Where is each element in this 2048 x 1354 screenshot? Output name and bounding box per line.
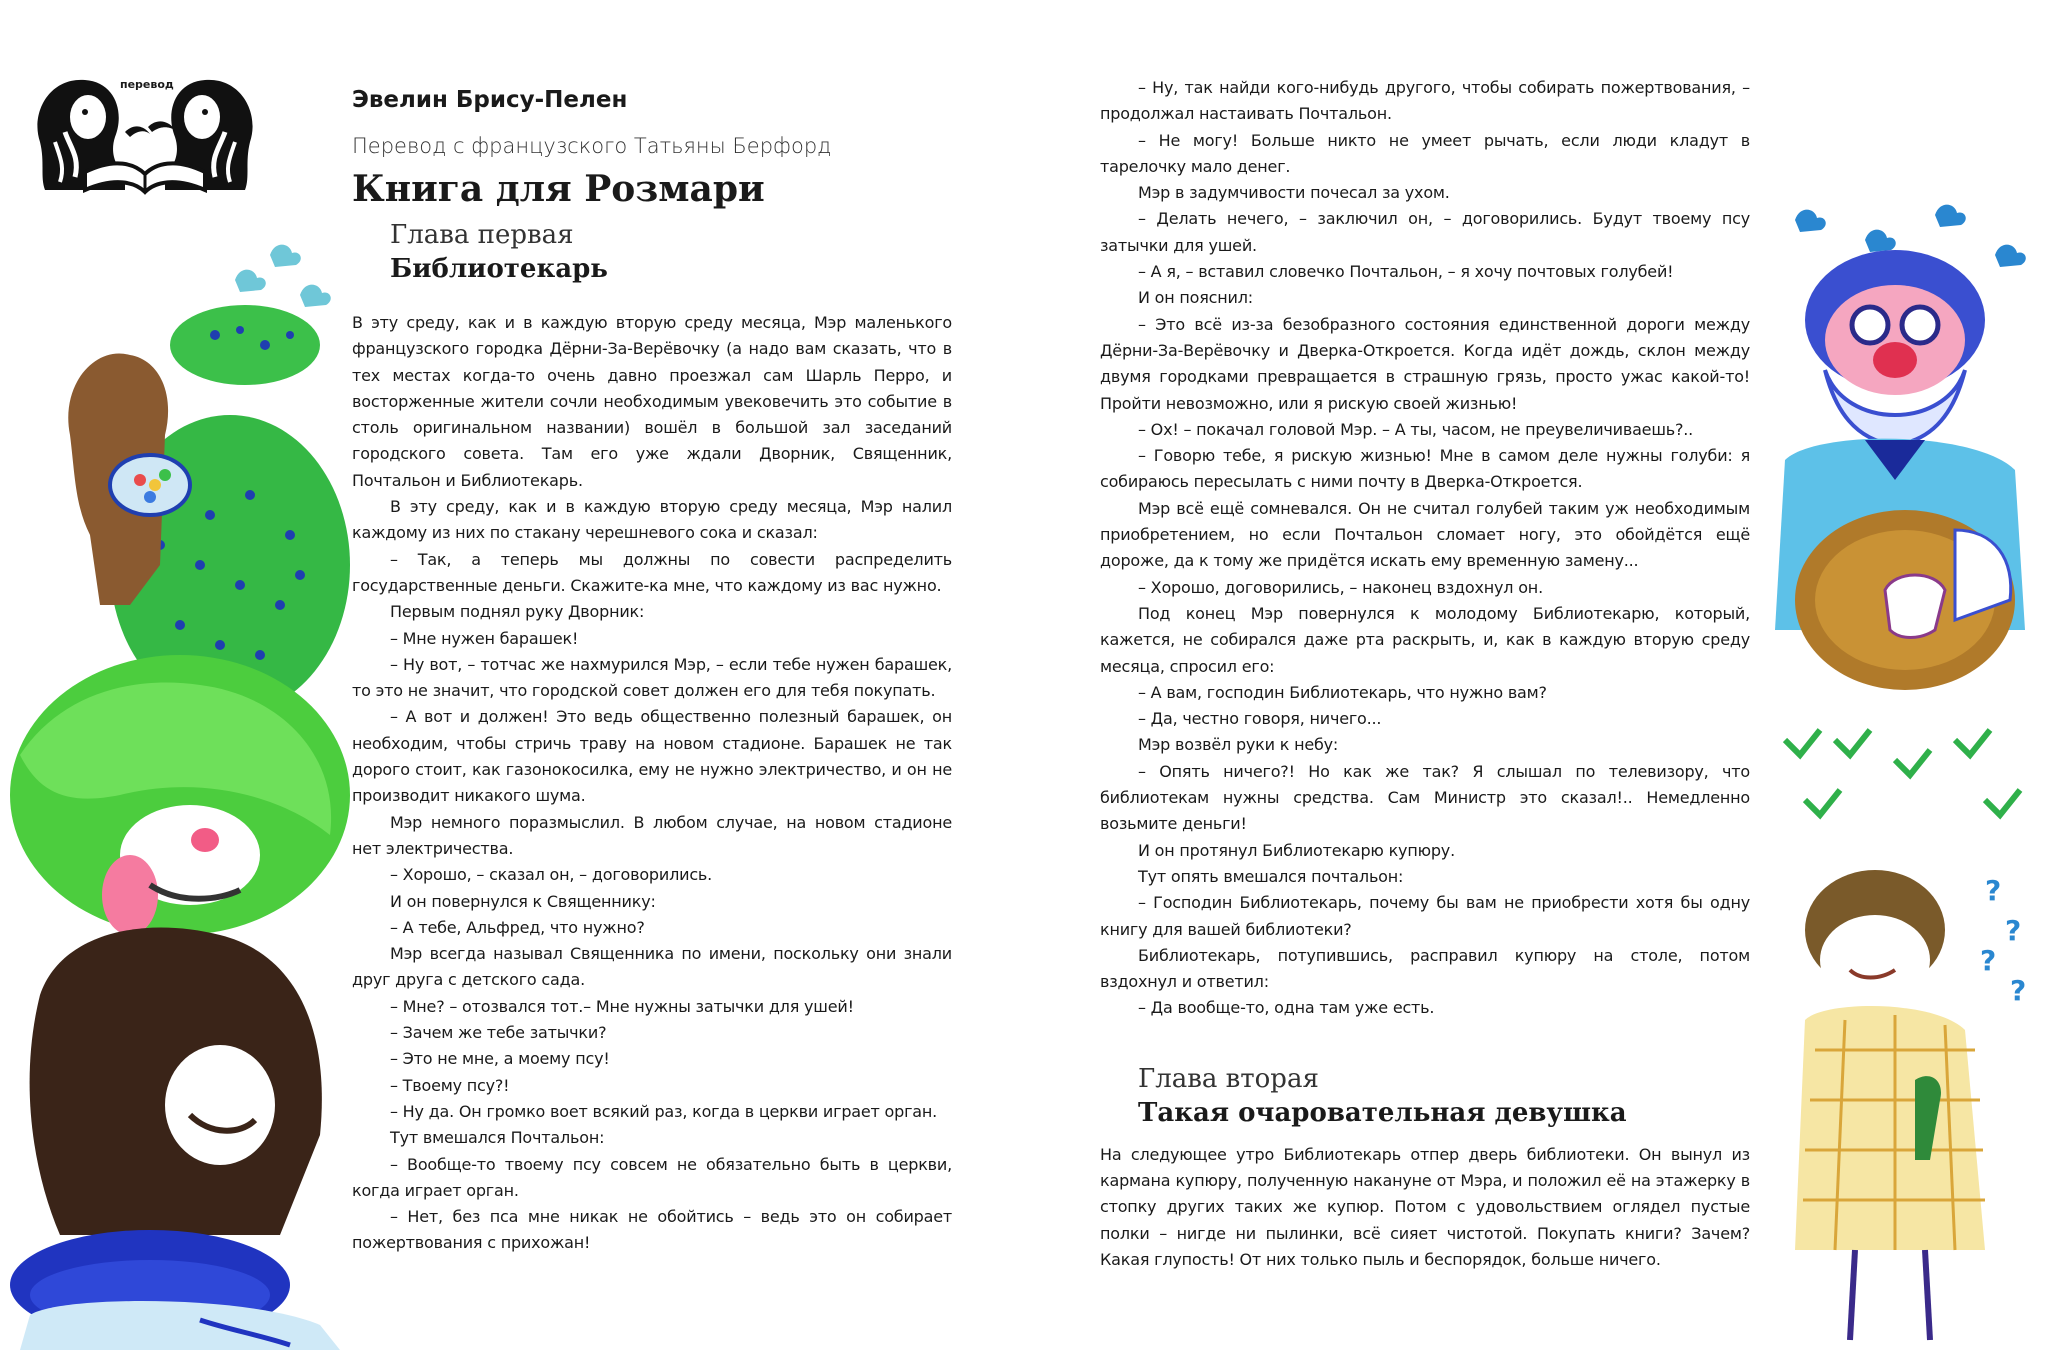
paragraph: И он пояснил: bbox=[1138, 288, 1253, 308]
left-illustration bbox=[0, 235, 355, 1350]
logo-label: перевод bbox=[120, 78, 174, 91]
paragraph: Тут опять вмешался почтальон: bbox=[1138, 866, 1404, 886]
paragraph: Мэр возвёл руки к небу: bbox=[1138, 735, 1339, 755]
stacked-characters-illustration bbox=[0, 235, 355, 1350]
paragraph: – Хорошо, – сказал он, – договорились. bbox=[390, 865, 713, 885]
paragraph: – Это всё из-за безобразного состояния единственной дороги между Дёрни-За-Верёвочку и Дверка-Откроется. Когда идёт дождь, склон между двумя городками превращается в страшную грязь, просто ужас какой-то! Пройти невозможно, или я рискую своей жизнью! bbox=[1100, 314, 1750, 413]
paragraph: Мэр немного поразмыслил. В любом случае, на новом стадионе нет электричества. bbox=[352, 812, 952, 858]
paragraph: В эту среду, как и в каждую вторую среду месяца, Мэр маленького французского городка Дёрни-За-Верёвочку (а надо вам сказать, что в тех местах когда-то очень давно проезжал сам Шарль Перро, и восторженные жители сочли необходимым увековечить это событие в столь оригинальном названии) вошёл в большой зал заседаний городского совета. Там его уже ждали Дворник, Священник, Почтальон и Библиотекарь. bbox=[352, 313, 952, 490]
chapter-1-number: Глава первая bbox=[390, 220, 574, 250]
paragraph: Тут вмешался Почтальон: bbox=[390, 1128, 605, 1148]
chapter-2-text bbox=[1100, 1142, 1750, 1273]
paragraph: Первым поднял руку Дворник: bbox=[390, 602, 645, 622]
paragraph: – Так, а теперь мы должны по совести распределить государственные деньги. Скажите-ка мне, что каждому из вас нужно. bbox=[352, 549, 952, 595]
svg-text:?: ? bbox=[1985, 874, 2002, 907]
chapter-1-heading bbox=[352, 218, 952, 286]
paragraph: Под конец Мэр повернулся к молодому Библиотекарю, который, кажется, не собирался даже рта раскрыть, и, как в каждую вторую среду месяца, спросил его: bbox=[1100, 603, 1750, 676]
paragraph: Мэр всегда называл Священника по имени, поскольку они знали друг друга с детского сада. bbox=[352, 944, 952, 990]
left-text-column bbox=[352, 82, 952, 1257]
paragraph: – Хорошо, договорились, – наконец вздохнул он. bbox=[1138, 577, 1543, 597]
paragraph: И он повернулся к Священнику: bbox=[390, 891, 656, 911]
chapter-1-name: Библиотекарь bbox=[390, 254, 608, 284]
chapter-2-number: Глава вторая bbox=[1138, 1063, 1319, 1094]
translator-credit: Перевод с французского Татьяны Берфорд bbox=[352, 134, 832, 158]
book-title: Книга для Розмари bbox=[352, 168, 765, 210]
paragraph: – Мне? – отозвался тот.– Мне нужны затычки для ушей! bbox=[390, 996, 854, 1016]
paragraph: – Ну вот, – тотчас же нахмурился Мэр, – если тебе нужен барашек, то это не значит, что городской совет должен его для тебя покупать. bbox=[352, 654, 952, 701]
paragraph: Мэр в задумчивости почесал за ухом. bbox=[1138, 183, 1450, 203]
paragraph: – Мне нужен барашек! bbox=[390, 628, 579, 648]
paragraph: – Это не мне, а моему псу! bbox=[390, 1049, 610, 1069]
chapter-2-section bbox=[1100, 1062, 1750, 1273]
paragraph: – Ну да. Он громко воет всякий раз, когда в церкви играет орган. bbox=[390, 1101, 938, 1121]
paragraph: – Не могу! Больше никто не умеет рычать, если люди кладут в тарелочку мало денег. bbox=[1100, 130, 1750, 176]
paragraph: – Да, честно говоря, ничего... bbox=[1138, 709, 1382, 729]
paragraph: – Вообще-то твоему псу совсем не обязательно быть в церкви, когда играет орган. bbox=[352, 1154, 952, 1200]
chapter-2-heading bbox=[1100, 1062, 1750, 1130]
paragraph: – А вам, господин Библиотекарь, что нужно вам? bbox=[1138, 682, 1547, 702]
paragraph: – Ну, так найди кого-нибудь другого, чтобы собирать пожертвования, – продолжал настаивать Почтальон. bbox=[1100, 78, 1750, 124]
paragraph: – Нет, без пса мне никак не обойтись – ведь это он собирает пожертвования с прихожан! bbox=[352, 1207, 952, 1253]
paragraph: – Господин Библиотекарь, почему бы вам не приобрести хотя бы одну книгу для вашей библиотеки? bbox=[1100, 893, 1750, 939]
paragraph: И он протянул Библиотекарю купюру. bbox=[1138, 840, 1455, 860]
svg-text:?: ? bbox=[2010, 974, 2027, 1007]
svg-text:?: ? bbox=[1980, 944, 1997, 977]
paragraph: – Да вообще-то, одна там уже есть. bbox=[1138, 998, 1435, 1018]
paragraph: – Говорю тебе, я рискую жизнью! Мне в самом деле нужны голуби: я собираюсь пересылать с ними почту в Дверка-Откроется. bbox=[1100, 446, 1750, 492]
paragraph: В эту среду, как и в каждую вторую среду месяца, Мэр налил каждому из них по стакану черешневого сока и сказал: bbox=[352, 497, 952, 543]
paragraph: На следующее утро Библиотекарь отпер дверь библиотеки. Он вынул из кармана купюру, полученную накануне от Мэра, и положил её на этажерку в стопку других таких же купюр. Потом с удовольствием оглядел пустые полки – нигде ни пылинки, всё сияет чистотой. Покупать книги? Зачем? Какая глупость! От них только пыль и беспорядок, больше ничего. bbox=[1100, 1144, 1750, 1269]
paragraph: – Делать нечего, – заключил он, – договорились. Будут твоему псу затычки для ушей. bbox=[1100, 209, 1750, 255]
paragraph: – Зачем же тебе затычки? bbox=[390, 1023, 607, 1043]
chapter-1-text-right bbox=[1100, 75, 1750, 1022]
chapter-1-text-left bbox=[352, 310, 952, 1257]
translation-logo bbox=[30, 72, 260, 197]
paragraph: – А вот и должен! Это ведь общественно полезный барашек, он необходим, чтобы стричь траву на новом стадионе. Барашек не так дорого стоит, как газонокосилка, ему не нужно электричество, и он не производит никакого шума. bbox=[352, 707, 952, 806]
paragraph: – Твоему псу?! bbox=[390, 1075, 510, 1095]
svg-text:?: ? bbox=[2005, 914, 2022, 947]
paragraph: – А тебе, Альфред, что нужно? bbox=[390, 917, 645, 937]
author-name: Эвелин Брису-Пелен bbox=[352, 87, 628, 113]
right-illustration bbox=[1755, 200, 2048, 1350]
paragraph: – Ох! – покачал головой Мэр. – А ты, часом, не преувеличиваешь?.. bbox=[1138, 419, 1694, 439]
right-text-column bbox=[1100, 75, 1750, 1273]
chapter-2-name: Такая очаровательная девушка bbox=[1138, 1097, 1627, 1128]
postman-and-librarian-illustration bbox=[1755, 200, 2048, 1350]
paragraph: Библиотекарь, потупившись, расправил купюру на столе, потом вздохнул и ответил: bbox=[1100, 945, 1750, 992]
paragraph: Мэр всё ещё сомневался. Он не считал голубей таким уж необходимым приобретением, но если Почтальон сломает ногу, это обойдётся ещё дороже, да к тому же придётся искать ему временную замену... bbox=[1100, 498, 1750, 571]
paragraph: – Опять ничего?! Но как же так? Я слышал по телевизору, что библиотекам нужны средства. Сам Министр это сказал!.. Немедленно возьмите деньги! bbox=[1100, 761, 1750, 834]
paragraph: – А я, – вставил словечко Почтальон, – я хочу почтовых голубей! bbox=[1138, 262, 1674, 282]
